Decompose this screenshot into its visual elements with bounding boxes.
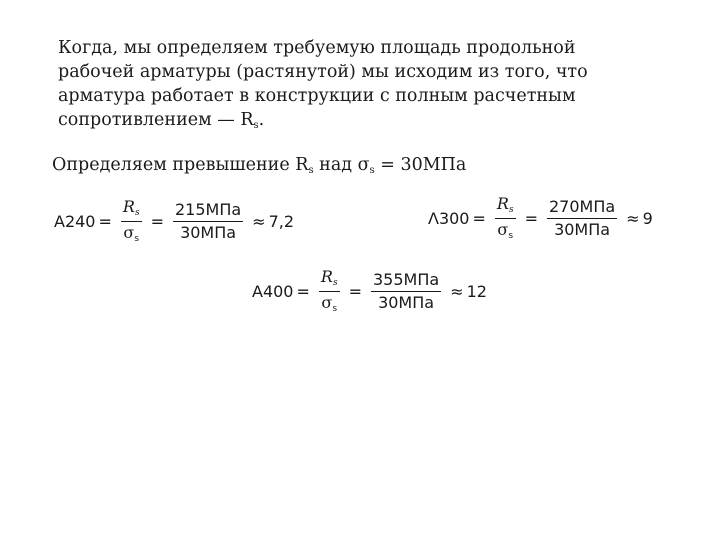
- equation-lhs: А240: [54, 211, 96, 231]
- equation-a240: [54, 198, 294, 245]
- approx-sign: ≈: [626, 208, 640, 228]
- paragraph-period: .: [258, 110, 265, 130]
- fraction-denominator: 30МПа: [180, 222, 237, 242]
- paragraph-line-last: [58, 108, 658, 138]
- fraction-denominator: [123, 222, 139, 245]
- denominator-subscript: s: [508, 230, 514, 241]
- comparison-statement: [52, 155, 466, 176]
- fraction-denominator: 30МПа: [554, 219, 611, 239]
- symbolic-fraction: [319, 268, 340, 315]
- paragraph-line: Когда, мы определяем требуемую площадь продольной: [58, 38, 576, 58]
- equation-a300: [428, 195, 653, 242]
- fraction-numerator: 355МПа: [371, 271, 441, 292]
- subscript: s: [308, 165, 314, 176]
- equals-sign: =: [296, 281, 310, 301]
- numerator-variable: R: [496, 194, 509, 213]
- numerator-variable: R: [122, 197, 135, 216]
- equation-a400: [252, 268, 487, 315]
- equation-lhs: А400: [252, 281, 294, 301]
- fraction-denominator: 30МПа: [378, 292, 435, 312]
- denominator-variable: σ: [321, 292, 333, 312]
- paragraph-line: арматура работает в конструкции с полным расчетным: [58, 86, 576, 106]
- statement-post: = 30МПа: [374, 155, 467, 175]
- fraction-numerator: [121, 198, 142, 222]
- equation-result: 7,2: [268, 211, 295, 231]
- fraction-numerator: 270МПа: [547, 198, 617, 219]
- statement-mid: над σ: [313, 155, 370, 175]
- denominator-subscript: s: [134, 233, 140, 244]
- numerator-subscript: s: [508, 205, 514, 215]
- equation-result: 12: [466, 281, 487, 301]
- numeric-fraction: [173, 201, 243, 241]
- equation-lhs: Λ300: [428, 208, 470, 228]
- equals-sign: =: [98, 211, 112, 231]
- statement-pre: Определяем превышение R: [52, 155, 309, 175]
- denominator-subscript: s: [332, 303, 338, 314]
- paragraph-line-text: сопротивлением — R: [58, 110, 254, 130]
- fraction-denominator: [321, 292, 337, 315]
- equals-sign: =: [524, 208, 538, 228]
- equation-result: 9: [642, 208, 653, 228]
- fraction-denominator: [497, 219, 513, 242]
- intro-paragraph: [58, 36, 658, 138]
- symbolic-fraction: [495, 195, 516, 242]
- symbolic-fraction: [121, 198, 142, 245]
- fraction-numerator: [495, 195, 516, 219]
- numeric-fraction: [371, 271, 441, 311]
- equals-sign: =: [348, 281, 362, 301]
- numerator-subscript: s: [332, 278, 338, 288]
- numeric-fraction: [547, 198, 617, 238]
- equals-sign: =: [150, 211, 164, 231]
- approx-sign: ≈: [252, 211, 266, 231]
- fraction-numerator: [319, 268, 340, 292]
- numerator-variable: R: [320, 267, 333, 286]
- equals-sign: =: [472, 208, 486, 228]
- numerator-subscript: s: [134, 208, 140, 218]
- approx-sign: ≈: [450, 281, 464, 301]
- subscript: s: [253, 120, 259, 131]
- denominator-variable: σ: [497, 219, 509, 239]
- fraction-numerator: 215МПа: [173, 201, 243, 222]
- paragraph-line: рабочей арматуры (растянутой) мы исходим из того, что: [58, 62, 588, 82]
- denominator-variable: σ: [123, 222, 135, 242]
- subscript: s: [369, 165, 375, 176]
